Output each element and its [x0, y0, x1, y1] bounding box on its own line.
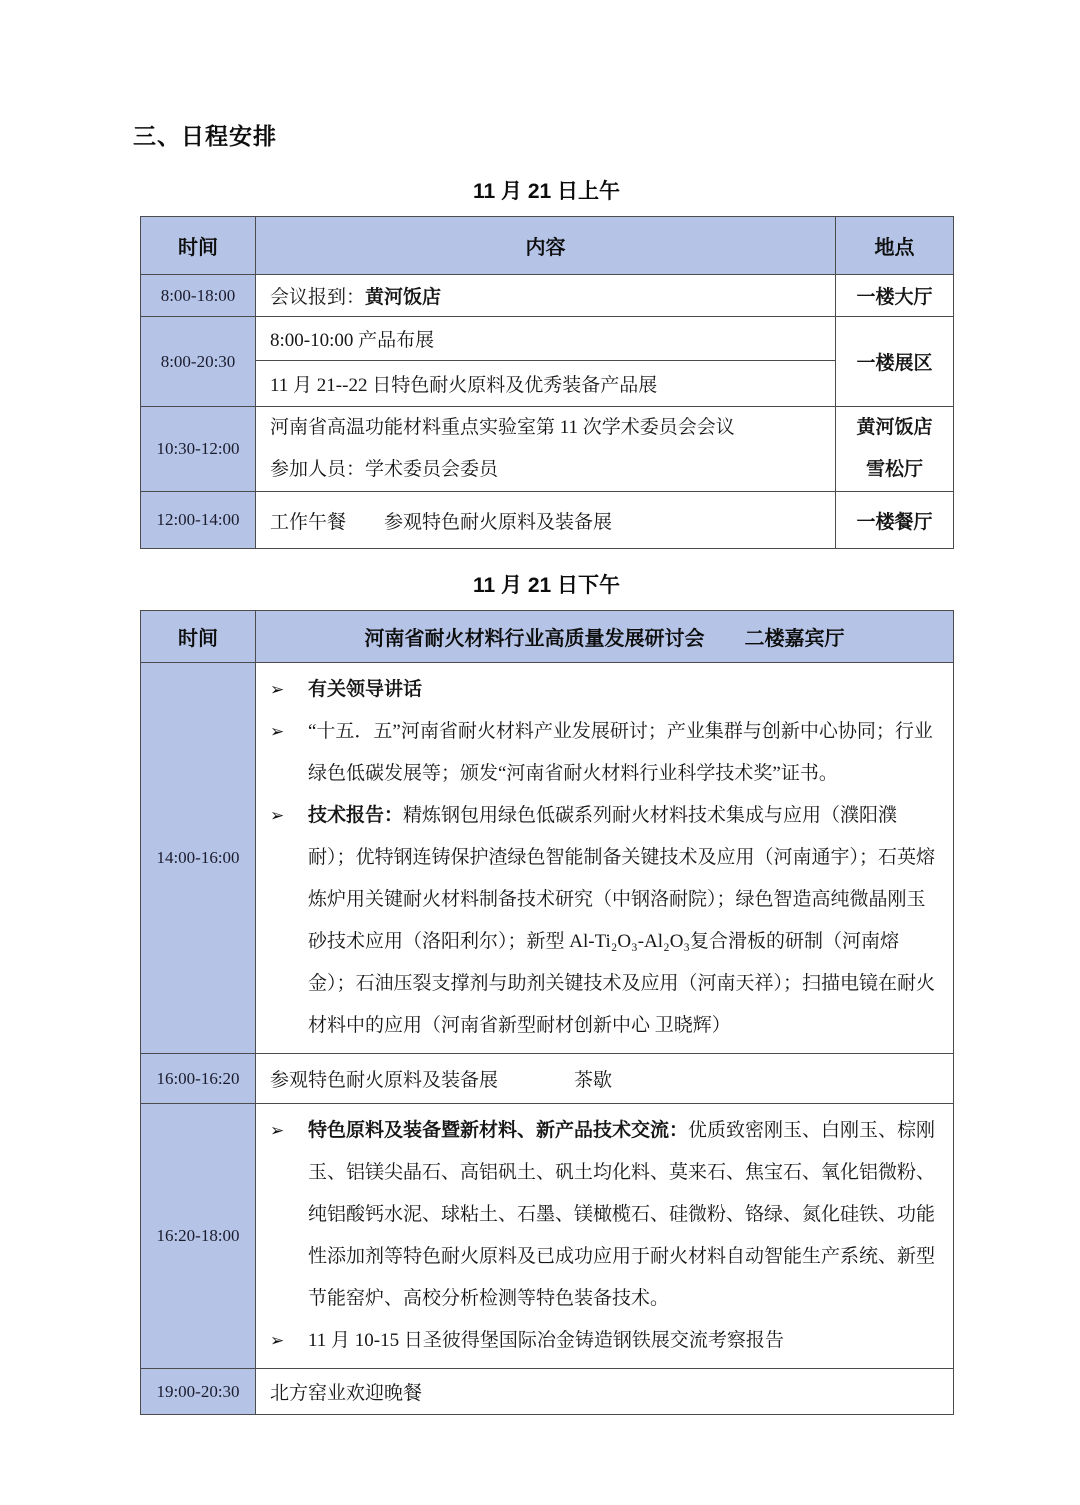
arrow-bullet-icon: ➢ [270, 680, 285, 700]
time-cell: 19:00-20:30 [141, 1369, 256, 1415]
content-cell [256, 1104, 954, 1369]
afternoon-table-title: 11 月 21 日下午 [472, 574, 621, 597]
column-header-content: 内容 [256, 217, 836, 275]
content-cell: 8:00-10:00 产品布展 [256, 317, 836, 361]
time-cell: 14:00-16:00 [141, 663, 256, 1054]
bullet-item [270, 1320, 943, 1362]
table-row [141, 492, 954, 549]
section-heading: 三、日程安排 [133, 123, 277, 149]
table-row [141, 1104, 954, 1369]
location-cell: 一楼展区 [836, 317, 954, 407]
table-row [141, 407, 954, 492]
arrow-bullet-icon: ➢ [270, 1331, 285, 1351]
arrow-bullet-icon: ➢ [270, 806, 285, 826]
content-cell [256, 275, 836, 317]
content-bold-text: 黄河饭店 [365, 287, 442, 308]
location-cell: 一楼餐厅 [836, 492, 954, 549]
content-cell: 11 月 21--22 日特色耐火原料及优秀装备产品展 [256, 361, 836, 407]
column-header-session: 河南省耐火材料行业高质量发展研讨会 二楼嘉宾厅 [256, 611, 954, 663]
bullet-item [270, 711, 943, 795]
content-cell: 工作午餐 参观特色耐火原料及装备展 [256, 492, 836, 549]
content-cell: 北方窑业欢迎晚餐 [256, 1369, 954, 1415]
bullet-text: “十五．五”河南省耐火材料产业发展研讨；产业集群与创新中心协同；行业绿色低碳发展等；颁发“河南省耐火材料行业科学技术奖”证书。 [308, 721, 933, 784]
column-header-time: 时间 [141, 217, 256, 275]
afternoon-schedule-table [140, 610, 954, 1415]
table-row [141, 1369, 954, 1415]
column-header-location: 地点 [836, 217, 954, 275]
content-cell: 参观特色耐火原料及装备展 茶歇 [256, 1054, 954, 1104]
arrow-bullet-icon: ➢ [270, 722, 285, 742]
bullet-text: 11 月 10-15 日圣彼得堡国际冶金铸造钢铁展交流考察报告 [308, 1330, 784, 1351]
table-subrow [141, 361, 954, 407]
location-line: 黄河饭店 [856, 417, 933, 438]
bullet-item [270, 669, 943, 711]
arrow-bullet-icon: ➢ [270, 1121, 285, 1141]
time-cell: 10:30-12:00 [141, 407, 256, 492]
content-text: 会议报到： [270, 287, 366, 308]
table-row [141, 1054, 954, 1104]
morning-schedule-table [140, 216, 954, 549]
time-cell: 8:00-20:30 [141, 317, 256, 407]
location-cell [836, 407, 954, 492]
document-page [0, 118, 1080, 1505]
content-line: 河南省高温功能材料重点实验室第 11 次学术委员会会议 [270, 417, 735, 438]
bullet-lead-text: 有关领导讲话 [308, 679, 423, 700]
bullet-item [270, 795, 943, 1047]
bullet-text: 优质致密刚玉、白刚玉、棕刚玉、铝镁尖晶石、高铝矾土、矾土均化料、莫来石、焦宝石、氧化铝微粉、纯铝酸钙水泥、球粘土、石墨、镁橄榄石、硅微粉、铬绿、氮化硅铁、功能性添加剂等特色耐火原料及已成功应用于耐火材料自动智能生产系统、新型节能窑炉、高校分析检测等特色装备技术。 [308, 1120, 936, 1309]
time-cell: 16:00-16:20 [141, 1054, 256, 1104]
time-cell: 16:20-18:00 [141, 1104, 256, 1369]
location-cell: 一楼大厅 [836, 275, 954, 317]
table-header-row [141, 217, 954, 275]
table-header-row [141, 611, 954, 663]
bullet-text: 精炼钢包用绿色低碳系列耐火材料技术集成与应用（濮阳濮耐）；优特钢连铸保护渣绿色智能制备关键技术及应用（河南通宇）；石英熔炼炉用关键耐火材料制备技术研究（中钢洛耐院）；绿色智造高纯微晶刚玉砂技术应用（洛阳利尔）；新型 Al-Ti₂O₃-Al₂O₃复合滑板的研制（河南熔金）；石油压裂支撑剂与助剂关键技术及应用（河南天祥）；扫描电镜在耐火材料中的应用（河南省新型耐材创新中心 卫晓辉） [308, 805, 936, 1036]
time-cell: 12:00-14:00 [141, 492, 256, 549]
table-row [141, 275, 954, 317]
content-line: 参加人员：学术委员会委员 [270, 459, 499, 480]
table-row [141, 663, 954, 1054]
bullet-lead-text: 技术报告： [308, 805, 404, 826]
time-cell: 8:00-18:00 [141, 275, 256, 317]
location-line: 雪松厅 [865, 459, 923, 480]
content-cell [256, 407, 836, 492]
content-cell [256, 663, 954, 1054]
bullet-item [270, 1110, 943, 1320]
table-row [141, 317, 954, 361]
morning-table-title: 11 月 21 日上午 [472, 180, 621, 203]
column-header-time: 时间 [141, 611, 256, 663]
bullet-lead-text: 特色原料及装备暨新材料、新产品技术交流： [308, 1120, 689, 1141]
